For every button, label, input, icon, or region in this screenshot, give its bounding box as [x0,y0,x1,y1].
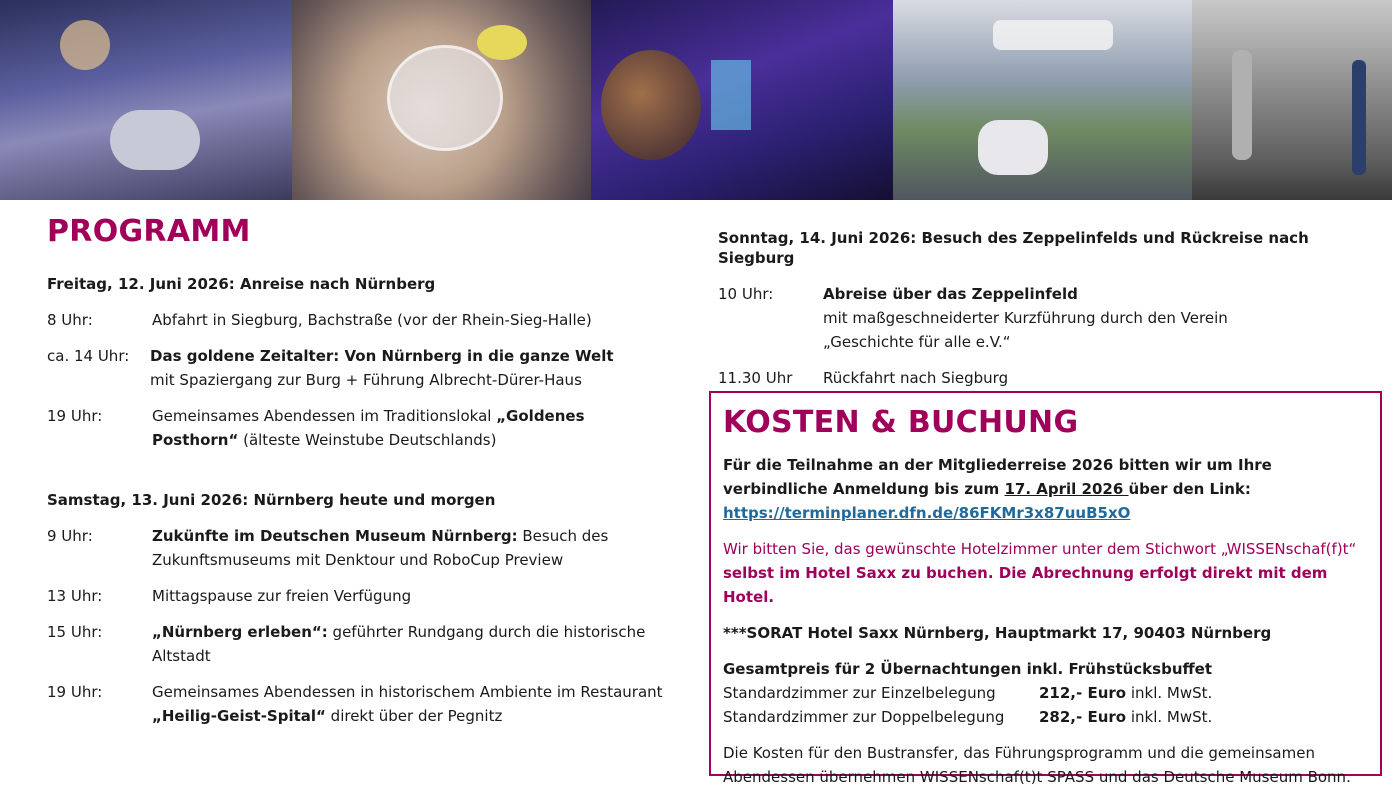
schedule-item [47,308,667,332]
item-text: Gemeinsames Abendessen im Traditionslokal „Goldenes Posthorn“ (älteste Weinstube Deutschlands) [152,407,585,449]
item-text: mit Spaziergang zur Burg + Führung Albrecht-Dürer-Haus [150,371,582,389]
day-heading-sunday: Sonntag, 14. Juni 2026: Besuch des Zeppelinfelds und Rückreise nach Siegburg [718,229,1309,267]
kosten-title: KOSTEN & BUCHUNG [723,405,1079,440]
item-text: mit maßgeschneiderter Kurzführung durch den Verein [823,309,1228,327]
programm-section [47,212,667,740]
restaurant-name: „Goldenes Posthorn“ [152,407,585,449]
planet-exhibit-photo [591,0,893,200]
day-heading-friday: Freitag, 12. Juni 2026: Anreise nach Nürnberg [47,275,436,293]
item-text: Rückfahrt nach Siegburg [823,369,1009,387]
cost-coverage-note: Die Kosten für den Bustransfer, das Führungsprogramm und die gemeinsamen Abendessen übernehmen WISSENschaf(t)t SPASS und das Deutsche Museum Bonn. [723,744,1351,786]
item-time: 8 Uhr: [47,311,93,329]
item-text: Abfahrt in Siegburg, Bachstraße (vor der Rhein-Sieg-Halle) [152,311,592,329]
day-heading-saturday: Samstag, 13. Juni 2026: Nürnberg heute und morgen [47,491,496,509]
schedule-item [47,404,667,452]
price-heading: Gesamtpreis für 2 Übernachtungen inkl. Frühstücksbuffet [723,660,1213,678]
item-text: „Nürnberg erleben“: geführter Rundgang durch die historische Altstadt [152,623,646,665]
schedule-item [47,620,667,668]
schedule-item [47,344,667,392]
item-time: 11.30 Uhr [718,369,793,387]
price-amount: 282,- Euro [1039,708,1127,726]
item-title: Das goldene Zeitalter: Von Nürnberg in die ganze Welt [150,347,614,365]
schedule-item [718,282,1368,354]
content-area [0,200,1392,787]
item-time: ca. 14 Uhr: [47,347,130,365]
item-time: 13 Uhr: [47,587,103,605]
item-time: 19 Uhr: [47,407,103,425]
schedule-item [718,366,1368,390]
schedule-item [47,680,667,728]
item-text: Gemeinsames Abendessen in historischem Ambiente im Restaurant „Heilig-Geist-Spital“ direkt über der Pegnitz [152,683,663,725]
item-time: 10 Uhr: [718,285,774,303]
restaurant-name: „Heilig-Geist-Spital“ [152,707,326,725]
price-label: Standardzimmer zur Doppelbelegung [723,708,1005,726]
sunday-section [718,228,1368,402]
hotel-name: ***SORAT Hotel Saxx Nürnberg, Hauptmarkt 17, 90403 Nürnberg [723,624,1272,642]
schedule-item [47,584,667,608]
booking-link[interactable]: https://terminplaner.dfn.de/86FKMr3x87uuB5xO [723,504,1131,522]
booking-intro: Für die Teilnahme an der Mitgliederreise 2026 bitten wir um Ihre verbindliche Anmeldung bis zum 17. April 2026 über den Link: https://terminplaner.dfn.de/86FKMr3x87uuB5xO [723,456,1272,522]
future-mobility-photo [893,0,1192,200]
price-row: Standardzimmer zur Einzelbelegung 212,- Euro inkl. MwSt. [723,681,1368,705]
schedule-item [47,524,667,572]
item-time: 9 Uhr: [47,527,93,545]
item-text: „Geschichte für alle e.V.“ [823,333,1011,351]
item-title: Abreise über das Zeppelinfeld [823,285,1078,303]
space-exhibit-photo [0,0,292,200]
item-time: 19 Uhr: [47,683,103,701]
price-row: Standardzimmer zur Doppelbelegung 282,- Euro inkl. MwSt. [723,705,1368,729]
price-label: Standardzimmer zur Einzelbelegung [723,684,996,702]
item-time: 15 Uhr: [47,623,103,641]
item-text: Zukünfte im Deutschen Museum Nürnberg: Besuch des Zukunftsmuseums mit Denktour und RoboCup Preview [152,527,609,569]
food-petri-dish-photo [292,0,591,200]
photo-strip [0,0,1392,200]
programm-title: PROGRAMM [47,214,251,249]
price-amount: 212,- Euro [1039,684,1127,702]
hotel-note: Wir bitten Sie, das gewünschte Hotelzimmer unter dem Stichwort „WISSENschaf(f)t“ selbst im Hotel Saxx zu buchen. Die Abrechnung erfolgt direkt mit dem Hotel. [723,540,1357,606]
item-text: Mittagspause zur freien Verfügung [152,587,412,605]
robot-exhibit-photo [1192,0,1392,200]
booking-deadline: 17. April 2026 [1004,480,1129,498]
kosten-buchung-box [709,391,1382,786]
